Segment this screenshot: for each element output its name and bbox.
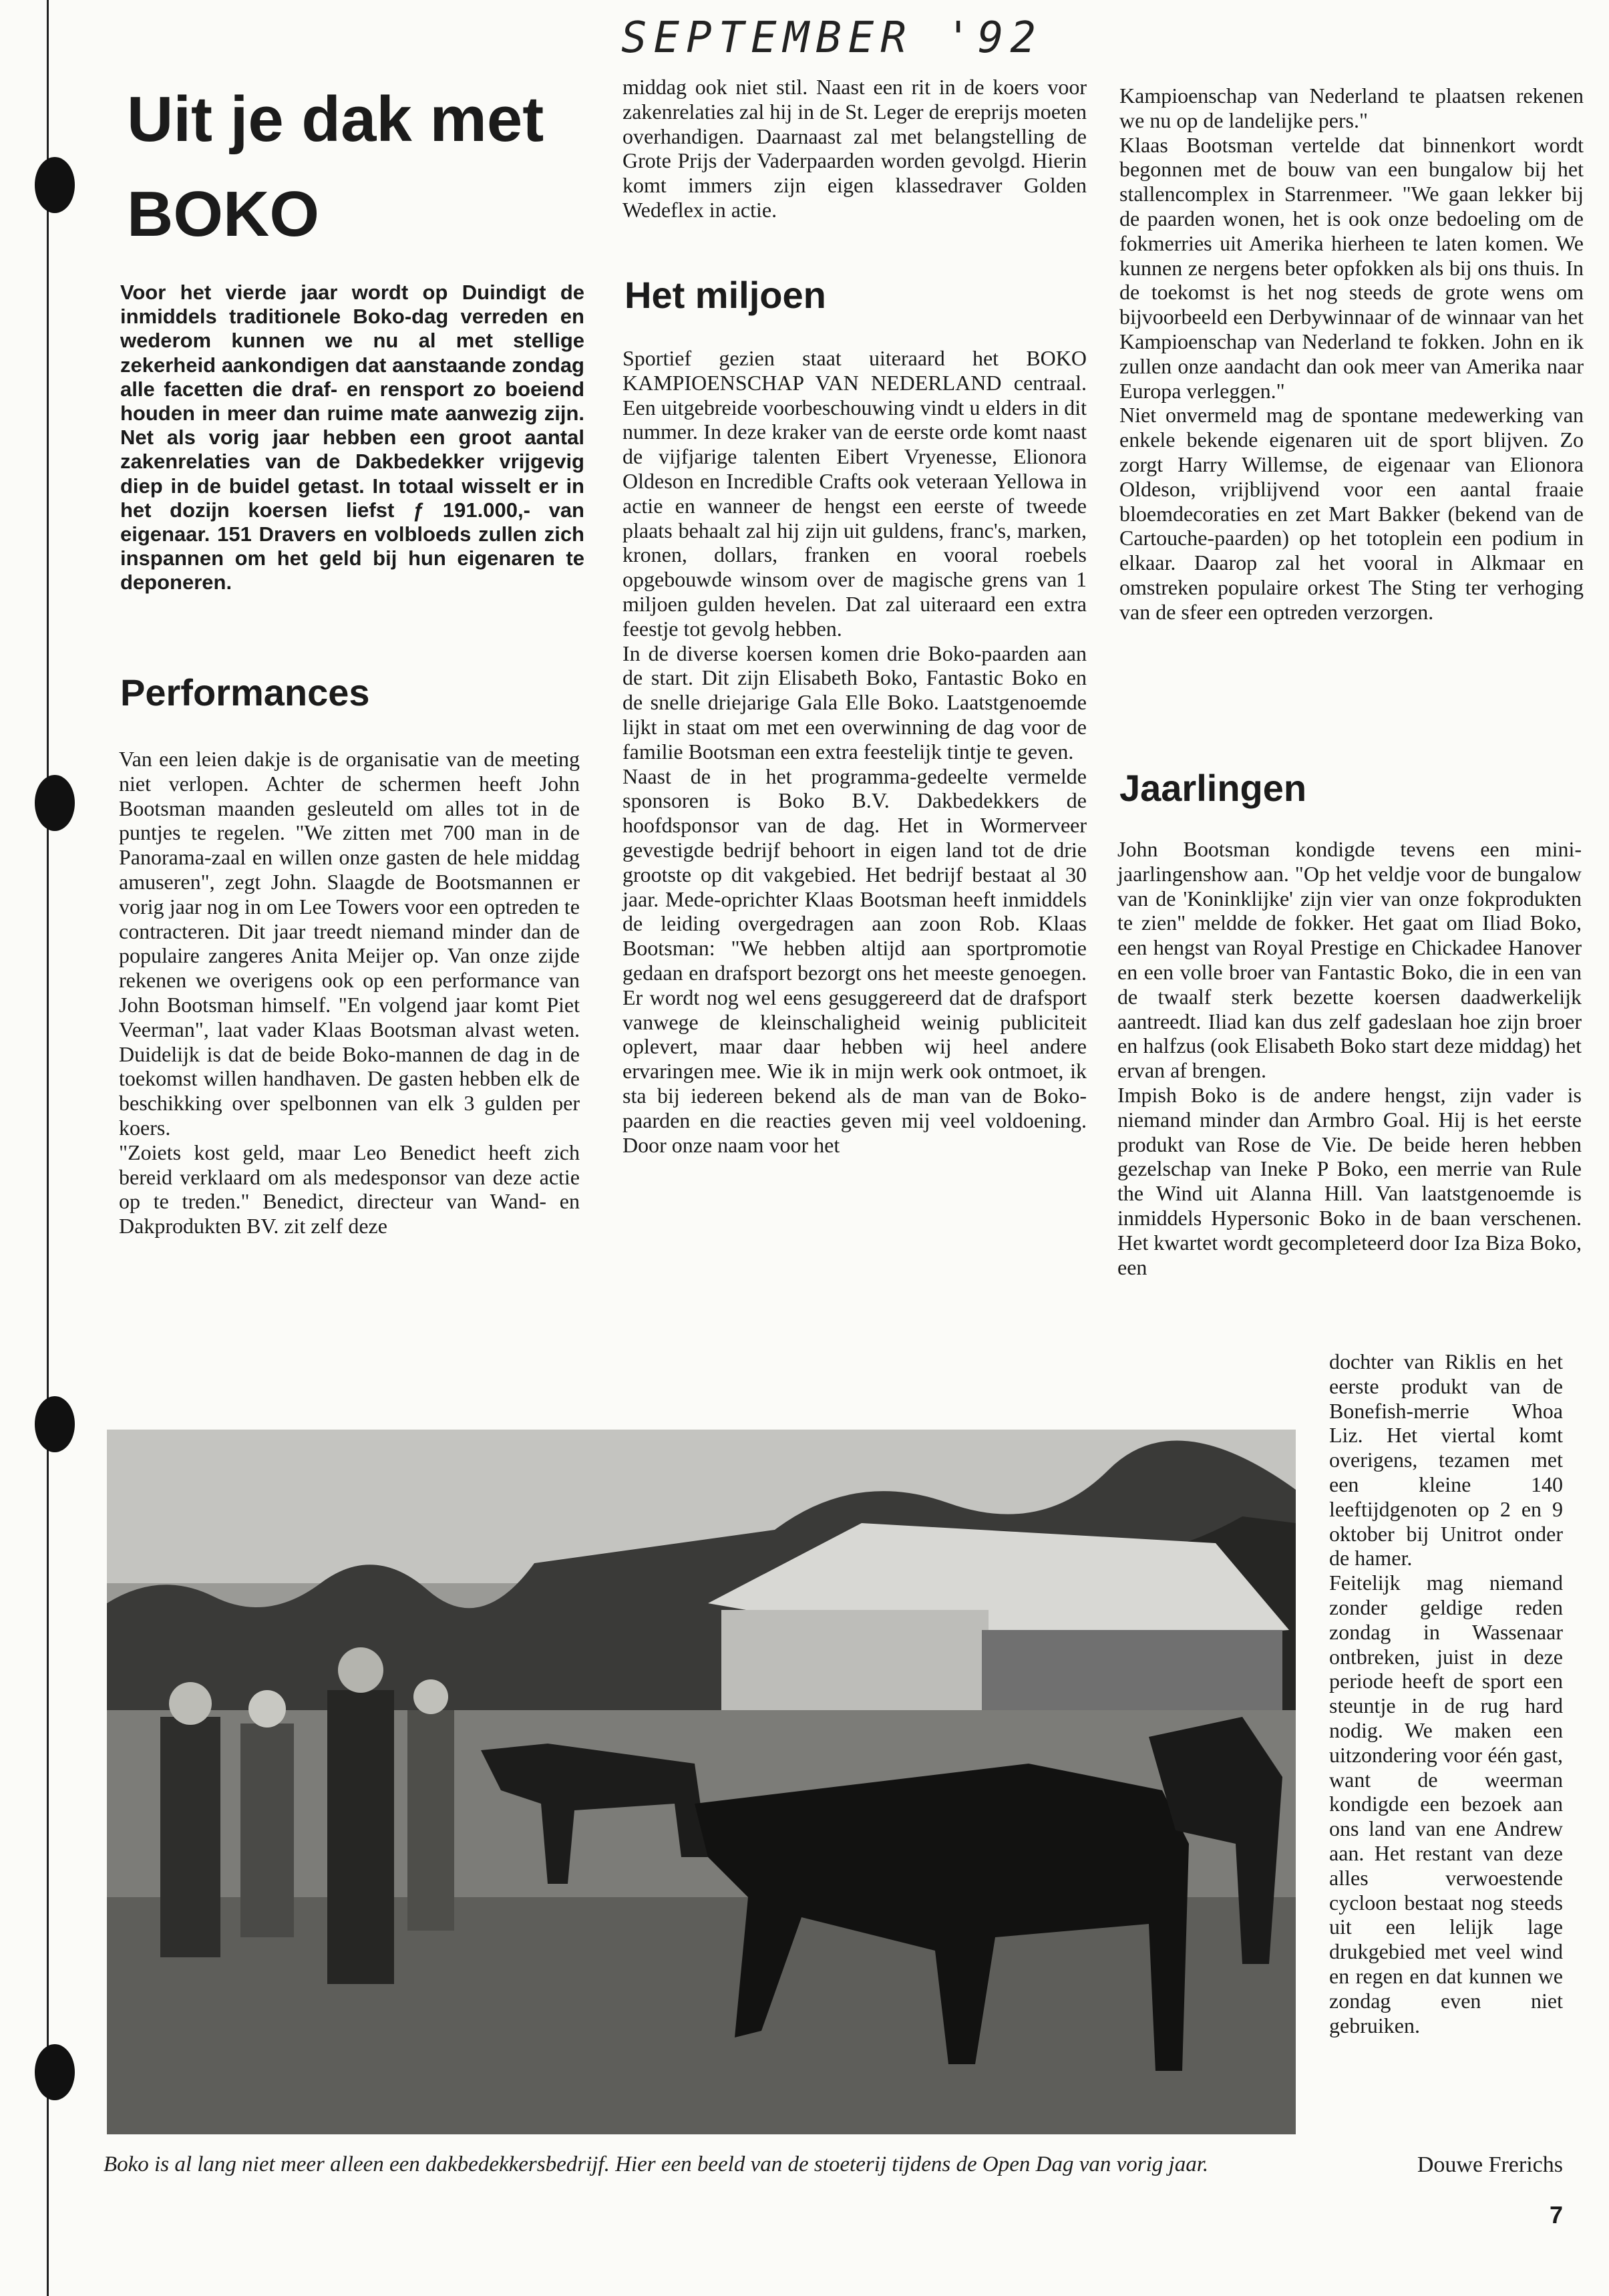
col3-paragraph: Niet onvermeld mag de spontane medewerking van enkele bekende eigenaren uit de sport blijven. Zo zorgt Harry Willemse, de eigenaar van Elionora Oldeson, vrijblijvend voor een aantal fraaie bloemdecoraties en zet Mart Bakker (bekend van de Cartouche-paarden) op het totoplein een podium in elkaar. Daarop zal het vooral in Alkmaar en omstreken populaire orkest The Sting ter verhoging van de sfeer een optreden verzorgen.	[1119, 403, 1584, 624]
col1-paragraph: Van een leien dakje is de organisatie van de meeting niet verlopen. Achter de schermen heeft John Bootsman maanden gesleuteld om alles tot in de puntjes te regelen. "We zitten met 700 man in de Panorama-zaal en willen onze gasten de hele middag amuseren", zegt John. Slaagde de Bootsmannen er vorig jaar nog in om Lee Towers voor een optreden te contracteren. Dit jaar treedt niemand minder dan de populaire zangeres Anita Meijer op. Van onze zijde rekenen we overigens ook op een performance van John Bootsman himself. "En volgend jaar komt Piet Veerman", laat vader Klaas Bootsman alvast weten. Duidelijk is dat de beide Boko-mannen de dag in de toekomst willen handhaven. De gasten hebben elk de beschikking over spelbonnen van elk 3 gulden per koers.	[119, 747, 580, 1140]
stud-farm-photo	[107, 1430, 1296, 2134]
photo-caption: Boko is al lang niet meer alleen een dakbedekkersbedrijf. Hier een beeld van de stoeterij tijdens de Open Dag van vorig jaar.	[104, 2152, 1209, 2176]
heading-performances: Performances	[120, 671, 370, 713]
column-2-body	[622, 346, 1087, 1157]
punch-hole	[35, 2044, 75, 2100]
col3-paragraph: Klaas Bootsman vertelde dat binnenkort wordt begonnen met de bouw van een bungalow bij het stallencomplex in Starrenmeer. "We gaan lekker bij de paarden wonen, het is ook onze bedoeling om de fokmerries uit Amerika hierheen te laten komen. We kunnen ze nergens beter opfokken als bij ons thuis. In de toekomst is het nog steeds de grote wens om bijvoorbeeld een Derbywinnaar of de winnaar van het Kampioenschap van Nederland te fokken. John en ik zullen onze aandacht dan ook meer van Amerika naar Europa verleggen."	[1119, 132, 1584, 403]
col3-paragraph: Impish Boko is de andere hengst, zijn vader is niemand minder dan Armbro Goal. Hij is het eerste produkt van Rose de Vie. De beide heren hebben gezelschap van Ineke P Boko, een merrie van Rule the Wind uit Alanna Hill. Van laatstgenoemde is inmiddels Hypersonic Boko in de baan verschenen. Het kwartet wordt gecompleteerd door Iza Biza Boko, een	[1117, 1082, 1582, 1279]
author-byline: Douwe Frerichs	[1417, 2152, 1563, 2177]
title-line-1: Uit je dak met	[127, 84, 544, 155]
col3-paragraph: Kampioenschap van Nederland te plaatsen rekenen we nu op de landelijke pers."	[1119, 84, 1584, 132]
col3-narrow-paragraph: dochter van Riklis en het eerste produkt van de Bonefish-merrie Whoa Liz. Het viertal komt overigens, tezamen met een kleine 140 leeftijdgenoten op 2 en 9 oktober bij Unitrot onder de hamer.	[1329, 1349, 1563, 1571]
col3-paragraph: John Bootsman kondigde tevens een mini-jaarlingenshow aan. "Op het veldje voor de bungalow van de 'Koninklijke' zijn vier van onze fokprodukten te zien" meldde de fokker. Het gaat om Iliad Boko, een hengst van Royal Prestige en Chickadee Hanover en een volle broer van Fantastic Boko, die in een van de twaalf sterk bezette koersen daadwerkelijk aantreedt. Iliad kan dus zelf gadeslaan hoe zijn broer en halfzus (ook Elisabeth Boko start deze middag) het ervan af brengen.	[1117, 837, 1582, 1083]
column-3-top	[1119, 84, 1584, 625]
col2-paragraph: In de diverse koersen komen drie Boko-paarden aan de start. Dit zijn Elisabeth Boko, Fantastic Boko en de snelle driejarige Gala Elle Boko. Laatstgenoemde lijkt in staat om met een overwinning de dag voor de familie Bootsman een extra feestelijk tintje te geven.	[622, 641, 1087, 764]
column-1-body	[119, 747, 580, 1239]
binder-margin-line	[47, 0, 49, 2296]
intro-paragraph: Voor het vierde jaar wordt op Duindigt de inmiddels traditionele Boko-dag verreden en wederom kunnen we nu al met stellige zekerheid aankondigen dat aanstaande zondag alle facetten die draf- en rensport zo boeiend houden in meer dan ruime mate aanwezig zijn. Net als vorig jaar hebben een groot aantal zakenrelaties van de Dakbedekker vrijgevig diep in de buidel getast. In totaal wisselt er in het dozijn koersen liefst ƒ 191.000,- van eigenaar. 151 Dravers en volbloeds zullen zich inspannen om het geld bij hun eigenaren te deponeren.	[120, 281, 584, 595]
col2-paragraph: Sportief gezien staat uiteraard het BOKO KAMPIOENSCHAP VAN NEDERLAND centraal. Een uitgebreide voorbeschouwing vindt u elders in dit nummer. In deze kraker van de eerste orde komt naast de vijfjarige talenten Eibert Vryenesse, Elionora Oldeson en Incredible Crafts ook veteraan Yellowa in actie en wanneer de hengst een eerste of tweede plaats behaalt zal hij zijn uit guldens, franc's, marken, kronen, dollars, franken en vooral roebels opgebouwde winsom over de magische grens van 1 miljoen gulden hevelen. Dat zal uiteraard een extra feestje tot gevolg hebben.	[622, 346, 1087, 641]
punch-hole	[35, 1396, 75, 1452]
article-title	[127, 72, 594, 262]
punch-hole	[35, 157, 75, 213]
column-3-narrow	[1329, 1349, 1563, 2037]
col1-paragraph: "Zoiets kost geld, maar Leo Benedict heeft zich bereid verklaard om als medesponsor van deze actie op te treden." Benedict, directeur van Wand- en Dakprodukten BV. zit zelf deze	[119, 1140, 580, 1239]
photo-illustration	[107, 1430, 1296, 2134]
heading-het-miljoen: Het miljoen	[624, 274, 826, 316]
title-line-2: BOKO	[127, 178, 319, 250]
handwritten-date: SEPTEMBER '92	[621, 13, 1043, 63]
heading-jaarlingen: Jaarlingen	[1119, 767, 1307, 809]
punch-hole	[35, 775, 75, 831]
col3-narrow-paragraph: Feitelijk mag niemand zonder geldige reden zondag in Wassenaar ontbreken, juist in deze periode heeft de sport een steuntje in de rug hard nodig. We maken een uitzondering voor één gast, want de weerman kondigde een bezoek aan ons land van ene Andrew aan. Het restant van deze alles verwoestende cycloon bestaat nog steeds uit een lelijk lage drukgebied met veel wind en regen en dat kunnen we zondag even niet gebruiken.	[1329, 1571, 1563, 2037]
page-number: 7	[1549, 2201, 1563, 2229]
column-3-body	[1117, 837, 1582, 1279]
col2-paragraph: Naast de in het programma-gedeelte vermelde sponsoren is Boko B.V. Dakbedekkers de hoofdsponsor van de dag. Het in Wormerveer gevestigde bedrijf behoort in eigen land tot de drie grootste op dit vakgebied. Het bedrijf bestaat al 30 jaar. Mede-oprichter Klaas Bootsman heeft inmiddels de leiding overgedragen aan zoon Rob. Klaas Bootsman: "We hebben altijd aan sportpromotie gedaan en drafsport bezorgt ons het meeste genoegen. Er wordt nog wel eens gesuggereerd dat de drafsport vanwege de kleinschaligheid weinig publiciteit oplevert, maar daar hebben wij heel andere ervaringen mee. Wie ik in mijn werk ook ontmoet, ik sta bij iedereen bekend als de man van de Boko-paarden en die reacties geven mij veel voldoening. Door onze naam voor het	[622, 764, 1087, 1157]
col2-top-paragraph: middag ook niet stil. Naast een rit in de koers voor zakenrelaties zal hij in de St. Leger de ereprijs moeten overhandigen. Daarnaast zal met belangstelling de Grote Prijs der Vaderpaarden worden gevolgd. Hierin komt immers zijn eigen klassedraver Golden Wedeflex in actie.	[622, 75, 1087, 222]
